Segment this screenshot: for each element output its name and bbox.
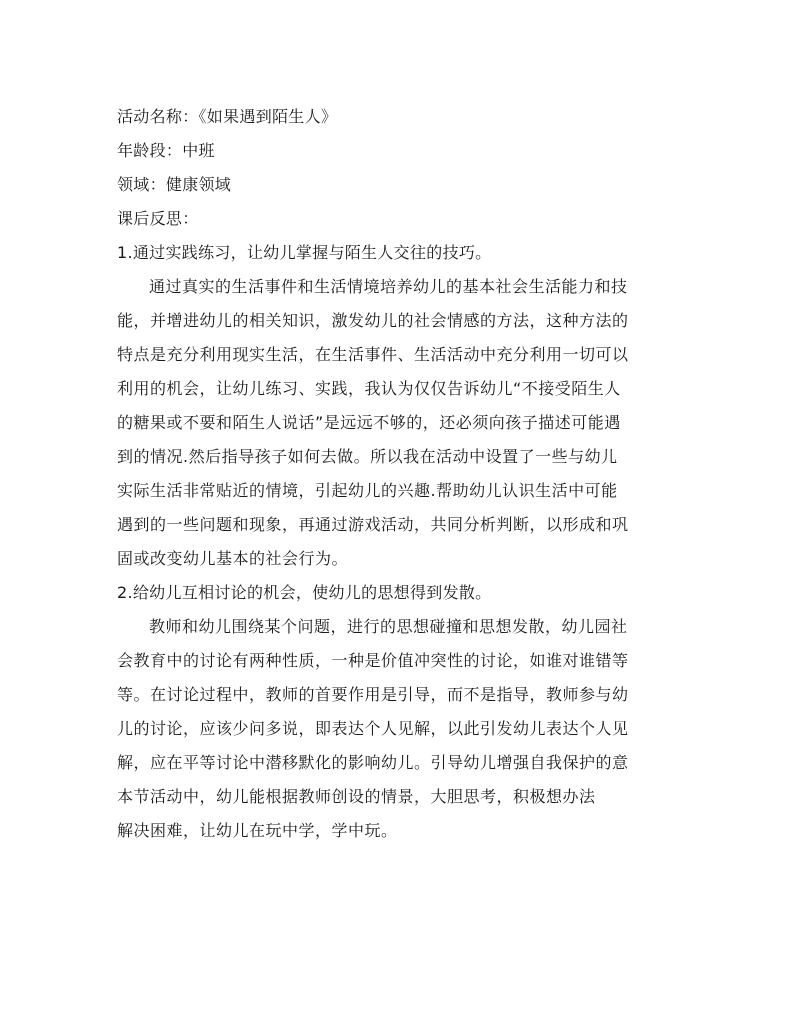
activity-name: 活动名称：《如果遇到陌生人》: [117, 107, 338, 126]
age-group: 年龄段：中班: [117, 141, 215, 160]
section2-paragraph: [117, 610, 697, 848]
paragraph-line: 特点是充分利用现实生活，在生活事件、生活活动中充分利用一切可以: [117, 345, 629, 364]
paragraph-line: 固或改变幼儿基本的社会行为。: [117, 549, 349, 568]
section1-paragraph: [117, 270, 697, 576]
paragraph-line: 实际生活非常贴近的情境，引起幼儿的兴趣.帮助幼儿认识生活中可能: [117, 481, 618, 500]
section1-heading: 1.通过实践练习，让幼儿掌握与陌生人交往的技巧。: [117, 243, 492, 262]
paragraph-line: 通过真实的生活事件和生活情境培养幼儿的基本社会生活能力和技: [149, 277, 628, 296]
reflection-heading: 课后反思：: [117, 209, 199, 228]
paragraph-line: 利用的机会，让幼儿练习、实践，我认为仅仅告诉幼儿“不接受陌生人: [117, 379, 621, 398]
paragraph-line: 儿的讨论，应该少问多说，即表达个人见解，以此引发幼儿表达个人见: [117, 719, 629, 738]
paragraph-line: 本节活动中，幼儿能根据教师创设的情景，大胆思考，积极想办法: [117, 787, 596, 806]
paragraph-line: 到的情况.然后指导孩子如何去做。所以我在活动中设置了一些与幼儿: [117, 447, 618, 466]
domain-field: 领域：健康领域: [117, 175, 232, 194]
paragraph-line: 解决困难，让幼儿在玩中学，学中玩。: [117, 821, 398, 840]
paragraph-line: 教师和幼儿围绕某个问题，进行的思想碰撞和思想发散，幼儿园社: [149, 617, 628, 636]
section2-heading: 2.给幼儿互相讨论的机会，使幼儿的思想得到发散。: [117, 583, 492, 602]
paragraph-line: 的糖果或不要和陌生人说话”是远远不够的，还必须向孩子描述可能遇: [117, 413, 621, 432]
paragraph-line: 能，并增进幼儿的相关知识，激发幼儿的社会情感的方法，这种方法的: [117, 311, 629, 330]
paragraph-line: 会教育中的讨论有两种性质，一种是价值冲突性的讨论，如谁对谁错等: [117, 651, 629, 670]
paragraph-line: 等。在讨论过程中，教师的首要作用是引导，而不是指导，教师参与幼: [117, 685, 629, 704]
document-content: [117, 100, 697, 848]
paragraph-line: 遇到的一些问题和现象，再通过游戏活动，共同分析判断，以形成和巩: [117, 515, 629, 534]
paragraph-line: 解，应在平等讨论中潜移默化的影响幼儿。引导幼儿增强自我保护的意: [117, 753, 629, 772]
